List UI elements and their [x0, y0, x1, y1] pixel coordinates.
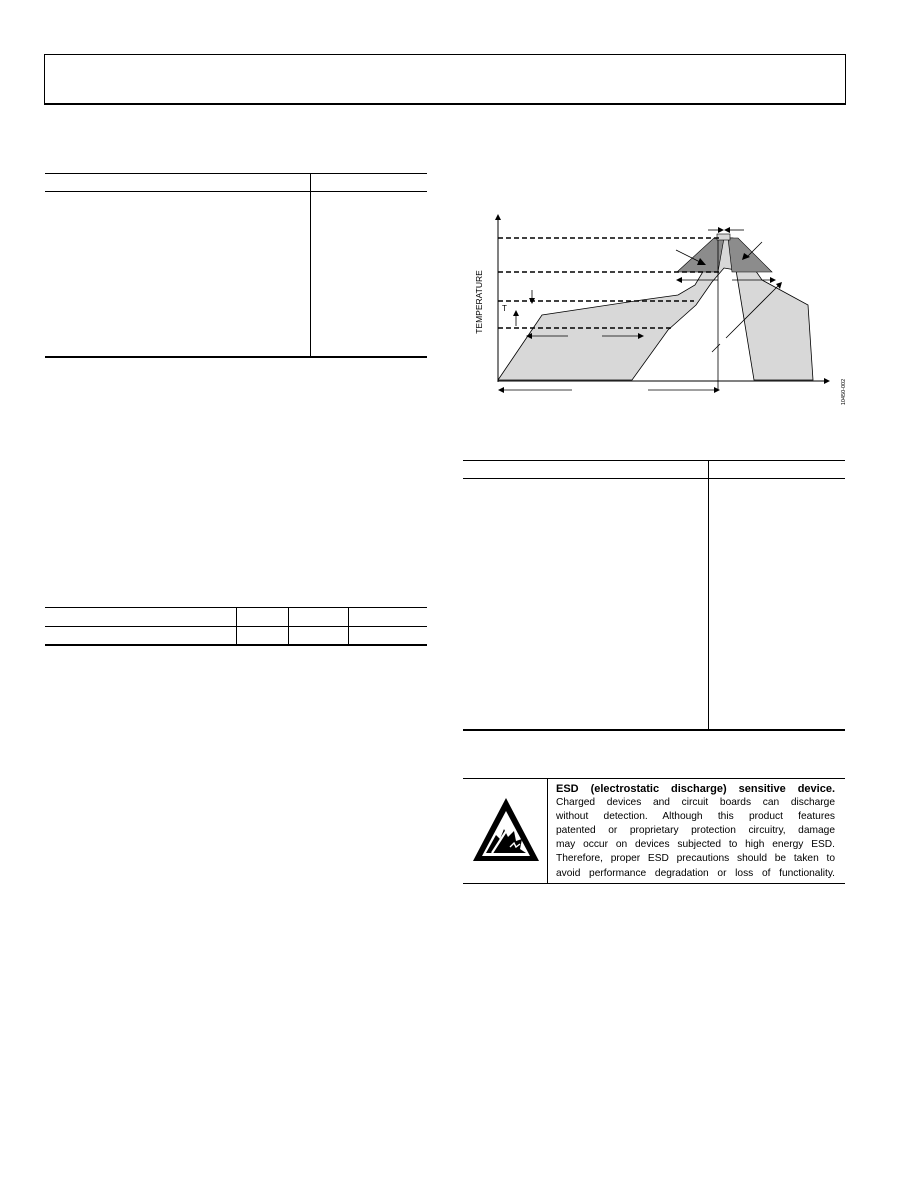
esd-line: Charged devices and circuit boards can discharge	[556, 797, 835, 809]
esd-divider	[547, 778, 548, 884]
esd-line: may occur on devices subjected to high energy ESD.	[556, 839, 835, 851]
table-header-rule	[463, 478, 845, 479]
figure-code: 10450-002	[841, 378, 847, 406]
profile-band	[498, 238, 813, 380]
peak-shade-left	[677, 238, 724, 272]
table-bottom-rule	[45, 356, 427, 358]
table-header-rule	[45, 191, 427, 192]
esd-line: avoid performance degradation or loss of functionality.	[556, 867, 835, 879]
page-header-frame	[44, 54, 846, 105]
table-column-divider	[708, 460, 709, 730]
peak-cap	[717, 234, 730, 240]
esd-line: Therefore, proper ESD precautions should be taken to	[556, 853, 835, 865]
table-bottom-rule	[463, 729, 845, 731]
y-axis-arrow	[495, 214, 501, 220]
esd-line: without detection. Although this product features	[556, 811, 835, 823]
table-column-divider	[348, 607, 349, 645]
table-top-rule	[463, 460, 845, 461]
table-column-divider	[288, 607, 289, 645]
table-column-divider	[310, 173, 311, 357]
esd-title: ESD (electrostatic discharge) sensitive device.	[556, 783, 835, 795]
y-axis-label: TEMPERATURE	[474, 270, 484, 334]
esd-warning-triangle-hand-icon	[470, 795, 542, 865]
table-column-divider	[236, 607, 237, 645]
peak-shade-right	[728, 238, 772, 272]
table-top-rule	[45, 173, 427, 174]
esd-top-rule	[463, 778, 845, 779]
esd-description	[556, 782, 835, 881]
esd-line: patented or proprietary protection circuitry, damage	[556, 825, 835, 837]
reflow-profile-figure	[462, 210, 852, 410]
t-marker: T	[502, 304, 507, 313]
x-axis-arrow	[824, 378, 830, 384]
esd-bottom-rule	[463, 883, 845, 884]
